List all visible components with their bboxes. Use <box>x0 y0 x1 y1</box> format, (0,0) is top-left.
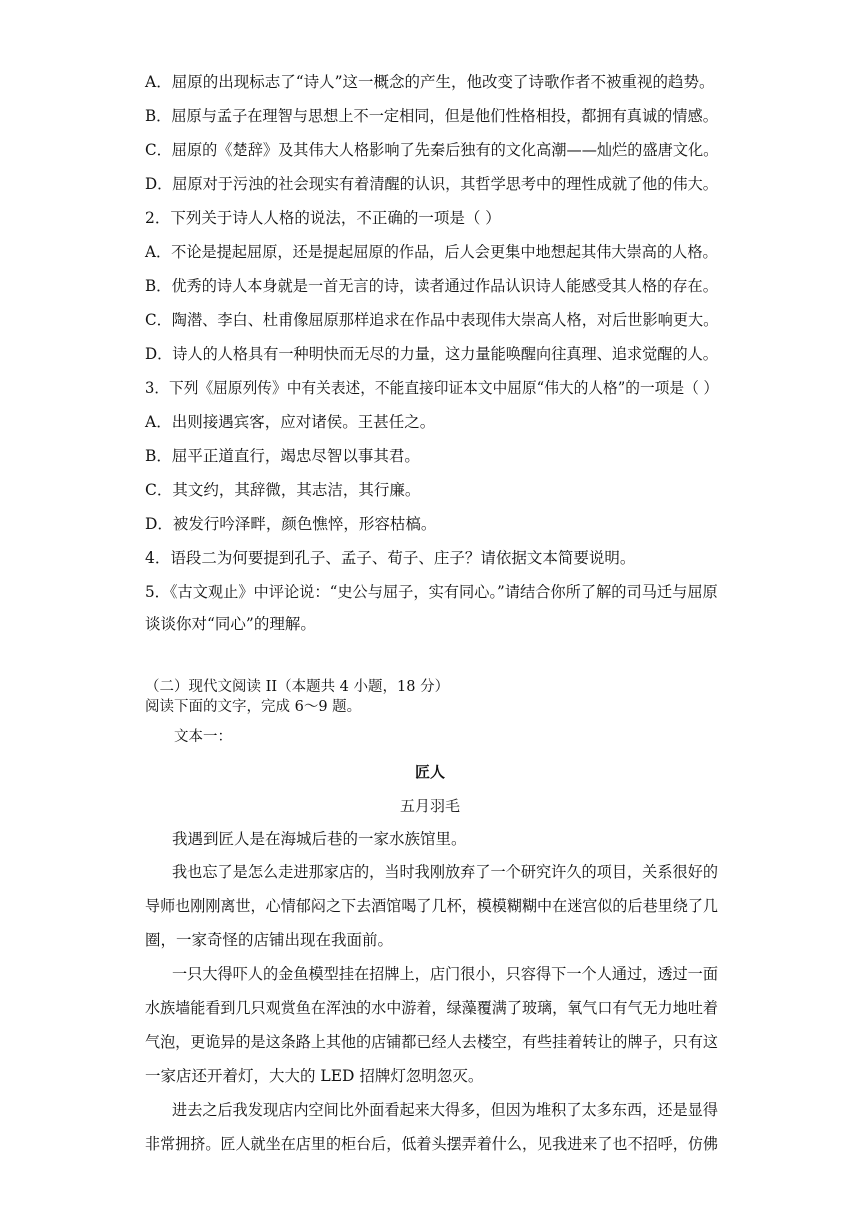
paragraph-line: 一只大得吓人的金鱼模型挂在招牌上，店门很小，只容得下一个人通过，透过一面 <box>172 965 719 983</box>
paragraph-line: 我遇到匠人是在海城后巷的一家水族馆里。 <box>172 830 467 848</box>
paragraph-line: 进去之后我发现店内空间比外面看起来大得多，但因为堆积了太多东西，还是显得 <box>172 1101 719 1119</box>
section-heading: （二）现代文阅读 II（本题共 4 小题，18 分） <box>145 679 450 695</box>
paragraph-line: 我也忘了是怎么走进那家店的，当时我刚放弃了一个研究许久的项目，关系很好的 <box>172 863 719 881</box>
q5-line-2: 谈谈你对“同心”的理解。 <box>145 615 316 633</box>
paragraph-line: 水族墙能看到几只观赏鱼在浑浊的水中游着，绿藻覆满了玻璃，氧气口有气无力地吐着 <box>145 999 718 1017</box>
q2-option-d: D．诗人的人格具有一种明快而无尽的力量，这力量能唤醒向往真理、追求觉醒的人。 <box>145 345 718 363</box>
q3-stem: 3．下列《屈原列传》中有关表述，不能直接印证本文中屈原“伟大的人格”的一项是（ ） <box>145 379 719 397</box>
article-author: 五月羽毛 <box>399 797 460 815</box>
section-instruction: 阅读下面的文字，完成 6～9 题。 <box>145 699 362 715</box>
paragraph-line: 一家店还开着灯，大大的 LED 招牌灯忽明忽灭。 <box>145 1067 484 1085</box>
q1-option-a: A．屈原的出现标志了“诗人”这一概念的产生，他改变了诗歌作者不被重视的趋势。 <box>145 73 715 91</box>
paragraph-line: 圈，一家奇怪的店铺出现在我面前。 <box>145 931 394 949</box>
q1-option-c: C．屈原的《楚辞》及其伟大人格影响了先秦后独有的文化高潮——灿烂的盛唐文化。 <box>145 141 719 159</box>
q1-option-b: B．屈原与孟子在理智与思想上不一定相同，但是他们性格相投，都拥有真诚的情感。 <box>145 107 718 125</box>
text-label: 文本一： <box>174 729 232 745</box>
paragraph-line: 导师也刚刚离世，心情郁闷之下去酒馆喝了几杯，模模糊糊中在迷宫似的后巷里绕了几 <box>145 897 718 915</box>
q3-option-c: C．其文约，其辞微，其志洁，其行廉。 <box>145 481 421 499</box>
paragraph-line: 气泡，更诡异的是这条路上其他的店铺都已经人去楼空，有些挂着转让的牌子，只有这 <box>145 1033 718 1051</box>
q2-option-a: A．不论是提起屈原，还是提起屈原的作品，后人会更集中地想起其伟大崇高的人格。 <box>145 243 718 261</box>
q2-option-c: C．陶潜、李白、杜甫像屈原那样追求在作品中表现伟大崇高人格，对后世影响更大。 <box>145 311 719 329</box>
q1-option-d: D．屈原对于污浊的社会现实有着清醒的认识，其哲学思考中的理性成就了他的伟大。 <box>145 175 718 193</box>
q2-stem: 2．下列关于诗人人格的说法，不正确的一项是（ ） <box>145 209 501 227</box>
question-4: 4．语段二为何要提到孔子、孟子、荀子、庄子？请依据文本简要说明。 <box>145 549 636 567</box>
q3-option-b: B．屈平正道直行，竭忠尽智以事其君。 <box>145 447 420 465</box>
q3-option-a: A．出则接遇宾客，应对诸侯。王甚任之。 <box>145 413 436 431</box>
q5-line-1: 5．《古文观止》中评论说：“史公与屈子，实有同心。”请结合你所了解的司马迁与屈原 <box>145 583 718 601</box>
q3-option-d: D．被发行吟泽畔，颜色憔悴，形容枯槁。 <box>145 515 437 533</box>
article-title: 匠人 <box>414 763 445 781</box>
paragraph-line: 非常拥挤。匠人就坐在店里的柜台后，低着头摆弄着什么，见我进来了也不招呼，仿佛 <box>145 1135 718 1153</box>
q2-option-b: B．优秀的诗人本身就是一首无言的诗，读者通过作品认识诗人能感受其人格的存在。 <box>145 277 718 295</box>
